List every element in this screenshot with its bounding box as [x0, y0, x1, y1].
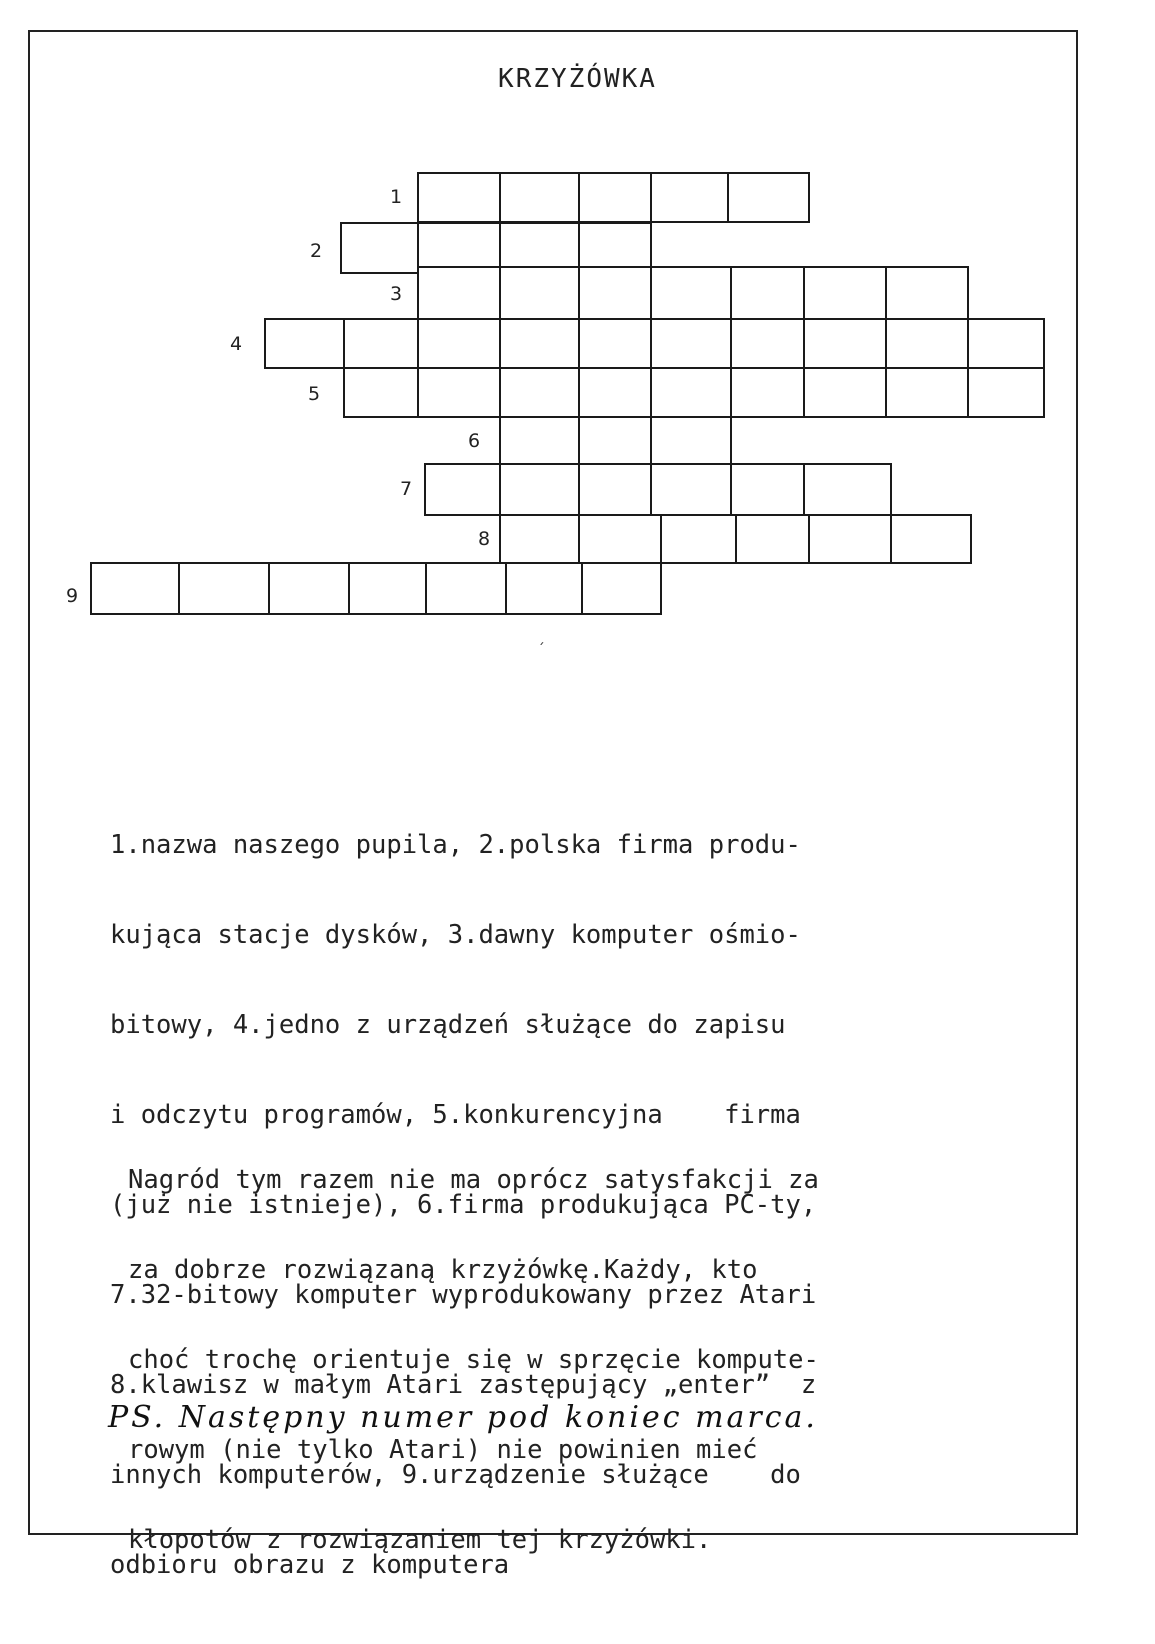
crossword-cell [417, 266, 501, 320]
clue-number-7: 7 [400, 478, 413, 500]
clue-number-8: 8 [478, 528, 491, 550]
crossword-cell [730, 367, 805, 418]
clue-line: i odczytu programów, 5.konkurencyjna firma [110, 1100, 801, 1130]
crossword-cell [340, 222, 419, 274]
crossword-cell [499, 172, 580, 223]
note-line: rowym (nie tylko Atari) nie powinien mieć [128, 1435, 758, 1465]
crossword-cell [417, 172, 501, 223]
crossword-cell [578, 266, 652, 320]
clue-line: odbioru obrazu z komputera [110, 1550, 510, 1580]
crossword-cell [967, 318, 1045, 369]
clue-line: 1.nazwa naszego pupila, 2.polska firma produ- [110, 830, 801, 860]
crossword-cell [348, 562, 427, 615]
crossword-cell [499, 416, 580, 465]
crossword-cell [578, 367, 652, 418]
clue-number-5: 5 [308, 383, 321, 405]
crossword-cell [650, 172, 729, 223]
note-line: choć trochę orientuje się w sprzęcie kompute- [128, 1345, 819, 1375]
note-line: kłopotów z rozwiązaniem tej krzyżówki. [128, 1525, 712, 1555]
prize-note [128, 1105, 1028, 1585]
clue-number-4: 4 [230, 333, 243, 355]
crossword-cell [178, 562, 270, 615]
clue-line: 8.klawisz w małym Atari zastępujący „enter” z [110, 1370, 817, 1400]
crossword-cell [727, 172, 810, 223]
stray-mark: ´ [537, 642, 546, 658]
crossword-cell [499, 514, 580, 564]
crossword-cell [417, 318, 501, 369]
crossword-cell [425, 562, 507, 615]
clue-line: innych komputerów, 9.urządzenie służące do [110, 1460, 801, 1490]
clue-number-6: 6 [468, 430, 481, 452]
crossword-cell [967, 367, 1045, 418]
crossword-cell [499, 367, 580, 418]
crossword-cell [730, 318, 805, 369]
crossword-cell [581, 562, 662, 615]
crossword-cell [505, 562, 583, 615]
clue-number-9: 9 [66, 585, 79, 607]
crossword-cell [424, 463, 501, 516]
clue-number-1: 1 [390, 186, 403, 208]
crossword-cell [885, 318, 969, 369]
note-line: Nagród tym razem nie ma oprócz satysfakcji za [128, 1165, 819, 1195]
crossword-cell [730, 463, 805, 516]
crossword-cell [578, 172, 652, 223]
crossword-cell [650, 463, 732, 516]
crossword-cell [499, 266, 580, 320]
crossword-cell [803, 318, 887, 369]
crossword-cell [417, 367, 501, 418]
crossword-grid [0, 0, 1155, 700]
crossword-cell [650, 266, 732, 320]
crossword-cell [578, 318, 652, 369]
crossword-cell [803, 463, 892, 516]
crossword-cell [890, 514, 972, 564]
crossword-cell [650, 416, 732, 465]
crossword-cell [735, 514, 810, 564]
clue-line: kująca stacje dysków, 3.dawny komputer ośmio- [110, 920, 801, 950]
crossword-cell [578, 416, 652, 465]
clue-line: 7.32-bitowy komputer wyprodukowany przez Atari [110, 1280, 817, 1310]
crossword-cell [499, 463, 580, 516]
crossword-cell [650, 318, 732, 369]
crossword-cell [268, 562, 350, 615]
crossword-cell [343, 318, 419, 369]
crossword-cell [499, 318, 580, 369]
handwritten-ps: PS. Następny numer pod koniec marca. [108, 1400, 818, 1435]
clue-number-2: 2 [310, 240, 323, 262]
crossword-cell [730, 266, 805, 320]
page-title: KRZYŻÓWKA [498, 64, 657, 94]
crossword-cell [803, 367, 887, 418]
crossword-cell [578, 514, 662, 564]
clue-number-3: 3 [390, 283, 403, 305]
crossword-cell [578, 463, 652, 516]
clue-line: bitowy, 4.jedno z urządzeń służące do zapisu [110, 1010, 786, 1040]
note-line: za dobrze rozwiązaną krzyżówkę.Każdy, kto [128, 1255, 758, 1285]
crossword-cell [264, 318, 345, 369]
crossword-cell [650, 367, 732, 418]
crossword-cell [343, 367, 419, 418]
crossword-cell [885, 266, 969, 320]
crossword-cell [803, 266, 887, 320]
clue-line: (już nie istnieje), 6.firma produkująca PC-ty, [110, 1190, 817, 1220]
crossword-cell [90, 562, 180, 615]
crossword-cell [885, 367, 969, 418]
crossword-cell [660, 514, 737, 564]
crossword-cell [808, 514, 892, 564]
